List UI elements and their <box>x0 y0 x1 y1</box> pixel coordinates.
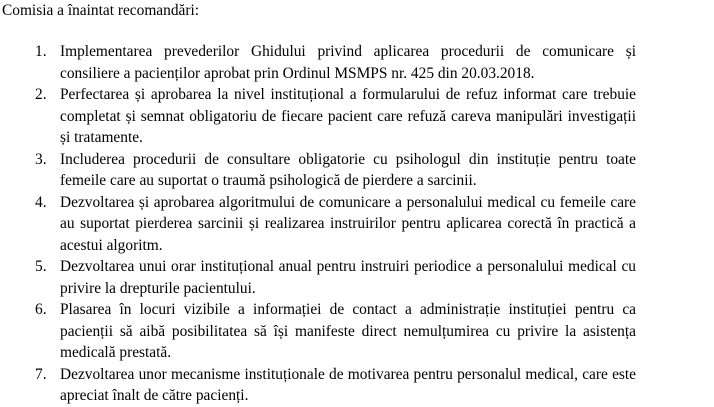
list-item-number: 6. <box>35 301 47 318</box>
list-item-number: 2. <box>35 86 47 103</box>
list-item <box>0 256 636 299</box>
list-item <box>0 299 636 364</box>
list-item-number: 3. <box>35 150 47 168</box>
list-item-number: 7. <box>35 365 47 383</box>
list-item <box>0 149 636 192</box>
list-item-text: Dezvoltarea și aprobarea algoritmului de comunicare a personalului medical cu femeile care au suportat pierderea sarcinii și realizarea instruirilor pentru aplicarea corectă în practică a acestui algoritm. <box>60 193 636 254</box>
list-item-text: Perfectarea și aprobarea la nivel instituțional a formularului de refuz informat care trebuie completat și semnat obligatoriu de fiecare pacient care refuză careva manipulări investigații și tratamente. <box>60 86 636 146</box>
list-item-text: Includerea procedurii de consultare obligatorie cu psihologul din instituție pentru toate femeile care au suportat o traumă psihologică de pierdere a sarcinii. <box>60 150 636 189</box>
list-item <box>0 192 636 257</box>
list-item-text: Dezvoltarea unui orar instituțional anual pentru instruiri periodice a personalului medical cu privire la drepturile pacientului. <box>60 258 636 297</box>
list-item <box>0 41 636 84</box>
list-item-text: Plasarea în locuri vizibile a informației de contact a administrație instituției pentru ca pacienții să aibă posibilitatea să își manifeste direct nemulțumirea cu privire la asistența medicală prestată. <box>60 301 636 361</box>
list-item-text: Implementarea prevederilor Ghidului privind aplicarea procedurii de comunicare și consiliere a pacienților aprobat prin Ordinul MSMPS nr. 425 din 20.03.2018. <box>60 43 636 82</box>
list-item-number: 4. <box>35 193 47 211</box>
intro-heading: Comisia a înaintat recomandări: <box>2 2 200 19</box>
list-item-number: 5. <box>35 258 47 275</box>
list-item <box>0 84 636 149</box>
list-item <box>0 364 636 407</box>
recommendations-list <box>0 41 636 407</box>
list-item-number: 1. <box>35 43 47 60</box>
list-item-text: Dezvoltarea unor mecanisme instituționale de motivarea pentru personalul medical, care este apreciat înalt de către pacienți. <box>60 365 636 404</box>
